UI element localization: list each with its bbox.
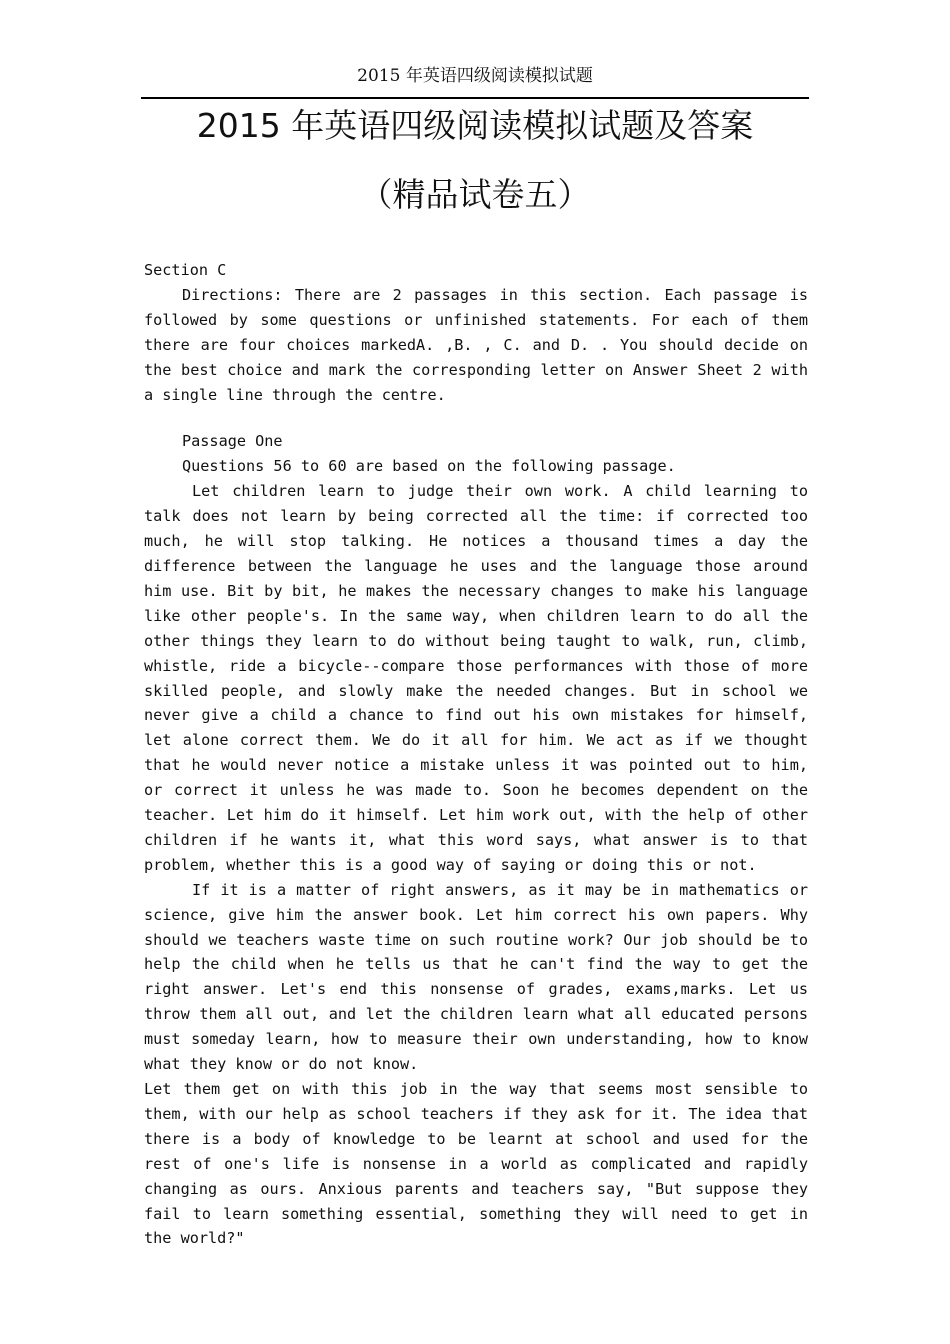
passage-paragraph: Let them get on with this job in the way that seems most sensible to them, with our help as school teachers if they ask for it. The idea that there is a body of knowledge to be learnt at school and used for the rest of one's life is nonsense in a world as complicated and rapidly changing as ours. Anxious parents and teachers say, "But suppose they fail to learn something essential, something they will need to get in the world?" bbox=[144, 1080, 808, 1248]
document-body bbox=[144, 258, 808, 1251]
section-directions: Directions: There are 2 passages in this section. Each passage is followed by some questions or unfinished statements. For each of them there are four choices markedA. ,B. , C. and D. . You should decide on the best choice and mark the corresponding letter on Answer Sheet 2 with a single line through the centre. bbox=[144, 285, 808, 404]
spacer bbox=[144, 407, 808, 429]
document-subtitle: （精品试卷五） bbox=[359, 175, 591, 214]
document-title: 2015 年英语四级阅读模拟试题及答案 bbox=[196, 106, 754, 145]
header-divider bbox=[141, 97, 809, 99]
passage-paragraph: Let children learn to judge their own work. A child learning to talk does not learn by being corrected all the time: if corrected too much, he will stop talking. He notices a thousand times a day the difference between the language he uses and the language those around him use. Bit by bit, he makes the necessary changes to make his language like other people's. In the same way, when children learn to do all the other things they learn to do without being taught to walk, run, climb, whistle, ride a bicycle--compare those performances with those of more skilled people, and slowly make the needed changes. But in school we never give a child a chance to find out his own mistakes for himself, let alone correct them. We do it all for him. We act as if we thought that he would never notice a mistake unless it was pointed out to him, or correct it unless he was made to. Soon he becomes dependent on the teacher. Let him do it himself. Let him work out, with the help of other children if he wants it, what this word says, what answer is to that problem, whether this is a good way of saying or doing this or not. bbox=[144, 482, 808, 874]
passage-intro: Questions 56 to 60 are based on the following passage. bbox=[182, 457, 676, 476]
passage-label: Passage One bbox=[182, 432, 283, 451]
running-header: 2015 年英语四级阅读模拟试题 bbox=[357, 66, 593, 86]
passage-paragraph: If it is a matter of right answers, as it may be in mathematics or science, give him the answer book. Let him correct his own papers. Why should we teachers waste time on such routine work? Our job should be to help the child when he tells us that he can't find the way to get the right answer. Let's end this nonsense of grades, exams,marks. Let us throw them all out, and let the children learn what all educated persons must someday learn, how to measure their own understanding, how to know what they know or do not know. bbox=[144, 880, 808, 1074]
section-label: Section C bbox=[144, 261, 227, 279]
